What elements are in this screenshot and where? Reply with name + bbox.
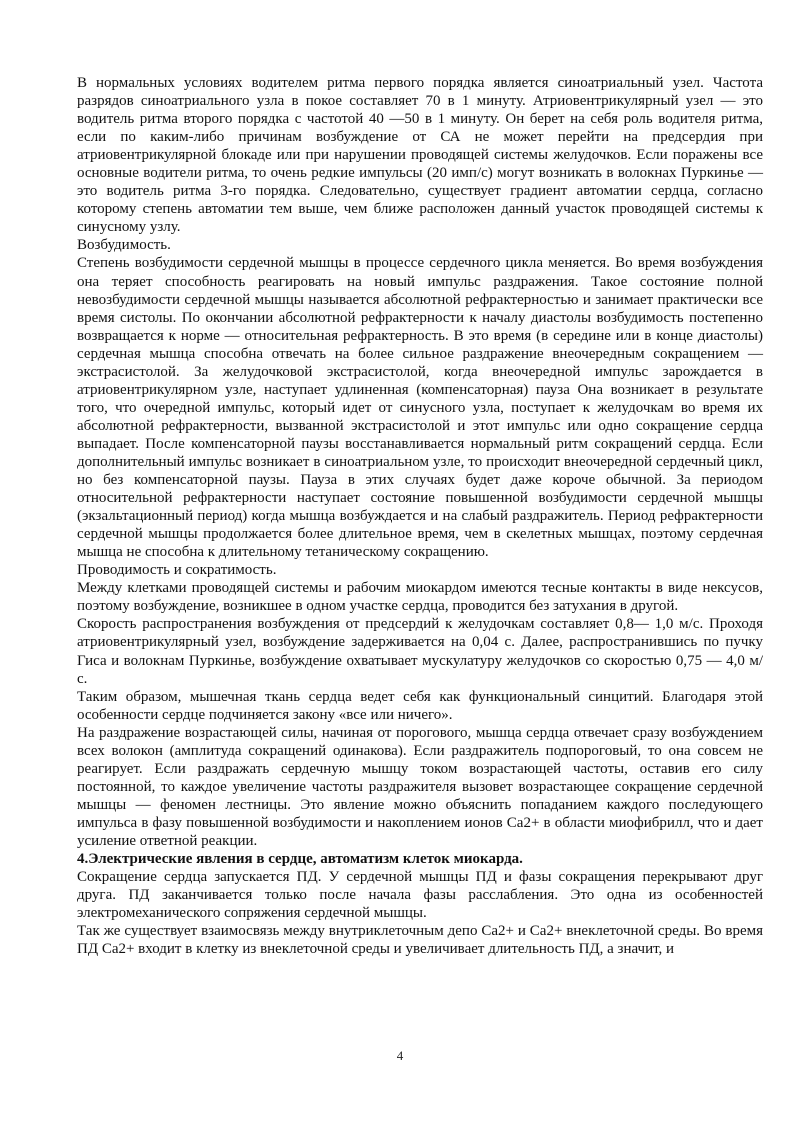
page-number: 4 [396,1048,404,1063]
paragraph-calcium: Так же существует взаимосвязь между внутриклеточным депо Са2+ и Са2+ внеклеточной среды. Во время ПД Са2+ входит в клетку из внеклеточной среды и увеличивает длительность ПД, а значит, и [77,923,763,958]
section-heading-electrical: 4.Электрические явления в сердце, автоматизм клеток миокарда. [77,851,523,868]
paragraph-pacemaker: В нормальных условиях водителем ритма первого порядка является синоатриальный узел. Частота разрядов синоатриального узла в покое составляет 70 в 1 минуту. Атриовентрикулярный узел — это водитель ритма второго порядка с частотой 40 —50 в 1 минуту. Он берет на себя роль водителя ритма, если по каким-либо причинам возбуждение от СА не может перейти на предсердия при атриовентрикулярной блокаде или при нарушении проводящей системы желудочков. Если поражены все основные водители ритма, то очень редкие импульсы (20 имп/с) могут возникать в волокнах Пуркинье — это водитель ритма 3-го порядка. Следовательно, существует градиент автоматии сердца, согласно которому степень автоматии тем выше, чем ближе расположен данный участок проводящей системы к синусному узлу. [77,75,763,236]
paragraph-staircase: На раздражение возрастающей силы, начиная от порогового, мышца сердца отвечает сразу возбуждением всех волокон (амплитуда сокращений одинакова). Если раздражитель подпороговый, то она совсем не реагирует. Если раздражать сердечную мышцу током возрастающей частоты, оставив его силу постоянной, то каждое увеличение частоты раздражителя вызовет возрастающее сокращение сердечной мышцы — феномен лестницы. Это явление можно объяснить попаданием каждого последующего импульса в фазу повышенной возбудимости и накоплением ионов Са2+ в области миофибрилл, что и дает усиление ответной реакции. [77,724,763,849]
paragraph-nexus: Между клетками проводящей системы и рабочим миокардом имеются тесные контакты в виде нексусов, поэтому возбуждение, возникшее в одном участке сердца, проводится без затухания в другой. [77,580,763,615]
document-page [77,74,763,958]
heading-conductivity: Проводимость и сократимость. [77,562,277,579]
paragraph-speed: Скорость распространения возбуждения от предсердий к желудочкам составляет 0,8— 1,0 м/с. Проходя атриовентрикулярный узел, возбуждение задерживается на 0,04 с. Далее, распространившись по пучку Гиса и волокнам Пуркинье, возбуждение охватывает мускулатуру желудочков со скоростью 0,75 — 4,0 м/с. [77,616,763,687]
paragraph-syncytium: Таким образом, мышечная ткань сердца ведет себя как функциональный синцитий. Благодаря этой особенности сердце подчиняется закону «все или ничего». [77,688,763,723]
paragraph-excitability: Степень возбудимости сердечной мышцы в процессе сердечного цикла меняется. Во время возбуждения она теряет способность реагировать на новый импульс раздражения. Такое состояние полной невозбудимости сердечной мышцы называется абсолютной рефрактерностью и занимает практически все время систолы. По окончании абсолютной рефрактерности к началу диастолы возбудимость постепенно возвращается к норме — относительная рефрактерность. В это время (в середине или в конце диастолы) сердечная мышца способна отвечать на более сильное раздражение внеочередным сокращением — экстрасистолой. За желудочковой экстрасистолой, когда внеочередной импульс зарождается в атриовентрикулярном узле, наступает удлиненная (компенсаторная) пауза Она возникает в результате того, что очередной импульс, который идет от синусного узла, поступает к желудочкам во время их абсолютной рефрактерности, вызванной экстрасистолой и этот импульс или одно сокращение сердца выпадает. После компенсаторной паузы восстанавливается нормальный ритм сокращений сердца. Если дополнительный импульс возникает в синоатриальном узле, то происходит внеочередной сердечный цикл, но без компенсаторной паузы. Пауза в этих случаях будет даже короче обычной. За периодом относительной рефрактерности наступает состояние повышенной возбудимости сердечной мышцы (экзальтационный период) когда мышца возбуждается и на слабый раздражитель. Период рефрактерности сердечной мышцы продолжается более длительное время, чем в скелетных мышцах, поэтому сердечная мышца не способна к длительному тетаническому сокращению. [77,255,763,561]
paragraph-action-potential: Сокращение сердца запускается ПД. У сердечной мышцы ПД и фазы сокращения перекрывают друг друга. ПД заканчивается только после начала фазы расслабления. Это одна из особенностей электромеханического сопряжения сердечной мышцы. [77,869,763,922]
heading-excitability: Возбудимость. [77,237,171,254]
